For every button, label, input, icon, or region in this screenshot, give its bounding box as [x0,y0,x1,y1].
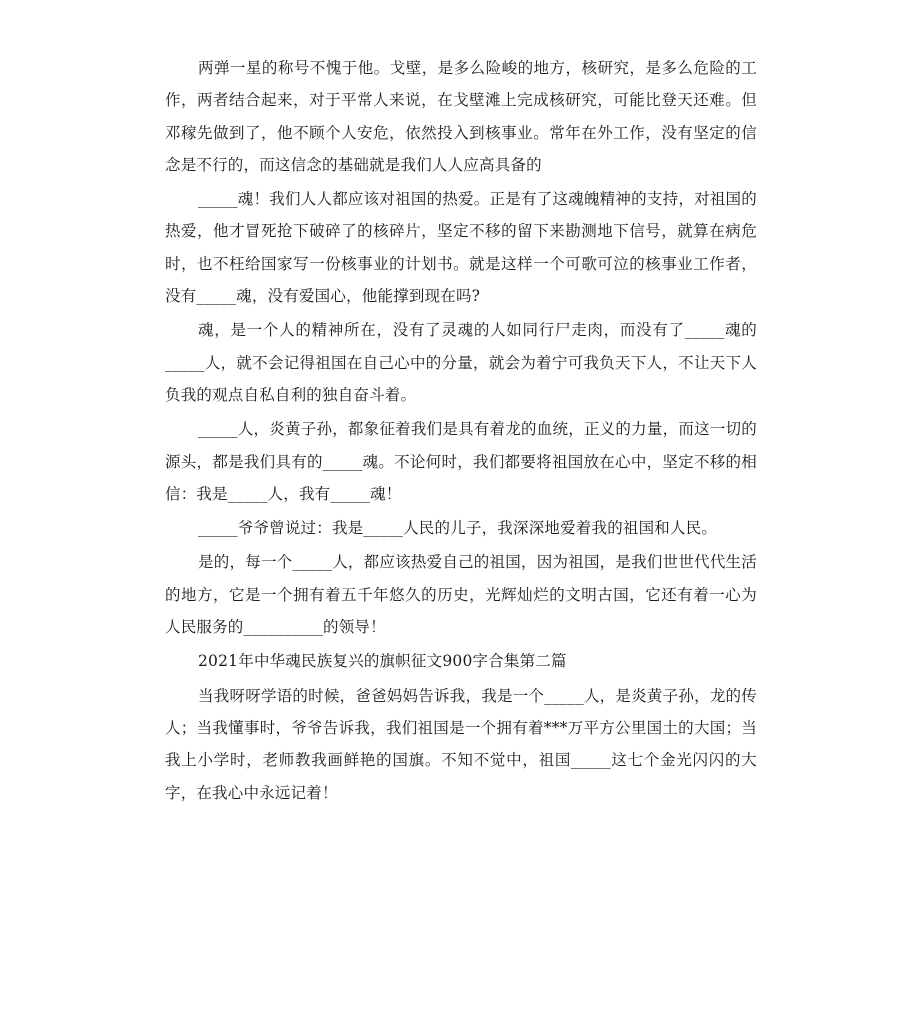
paragraph-4: _____人，炎黄子孙，都象征着我们是具有着龙的血统，正义的力量，而这一切的源头，都是我们具有的_____魂。不论何时，我们都要将祖国放在心中，坚定不移的相信：我是_____人，我有_____魂！ [165,420,757,503]
paragraph-6: 是的，每一个_____人，都应该热爱自己的祖国，因为祖国，是我们世世代代生活的地方，它是一个拥有着五千年悠久的历史，光辉灿烂的文明古国，它还有着一心为人民服务的__________的领导！ [165,553,757,637]
section-heading: 2021年中华魂民族复兴的旗帜征文900字合集第二篇 [198,652,567,671]
paragraph-1: 两弹一星的称号不愧于他。戈壁，是多么险峻的地方，核研究，是多么危险的工作，两者结合起来，对于平常人来说，在戈壁滩上完成核研究，可能比登天还难。但邓稼先做到了，他不顾个人安危，依然投入到核事业。常年在外工作，没有坚定的信念是不行的，而这信念的基础就是我们人人应高具备的 [165,59,757,174]
paragraph-5: _____爷爷曾说过：我是_____人民的儿子，我深深地爱着我的祖国和人民。 [198,519,718,538]
paragraph-7: 当我呀呀学语的时候，爸爸妈妈告诉我，我是一个_____人，是炎黄子孙，龙的传人；当我懂事时，爷爷告诉我，我们祖国是一个拥有着***万平方公里国土的大国；当我上小学时，老师教我画鲜艳的国旗。不知不觉中，祖国_____这七个金光闪闪的大字，在我心中永远记着！ [165,686,757,802]
paragraph-2: _____魂！我们人人都应该对祖国的热爱。正是有了这魂魄精神的支持，对祖国的热爱，他才冒死抢下破碎了的核碎片，坚定不移的留下来勘测地下信号，就算在病危时，也不枉给国家写一份核事业的计划书。就是这样一个可歌可泣的核事业工作者，没有_____魂，没有爱国心，他能撑到现在吗? [165,190,757,306]
document-page [165,52,757,811]
paragraph-3: 魂，是一个人的精神所在，没有了灵魂的人如同行尸走肉，而没有了_____魂的_____人，就不会记得祖国在自己心中的分量，就会为着宁可我负天下人，不让天下人负我的观点自私自利的独自奋斗着。 [165,321,757,404]
